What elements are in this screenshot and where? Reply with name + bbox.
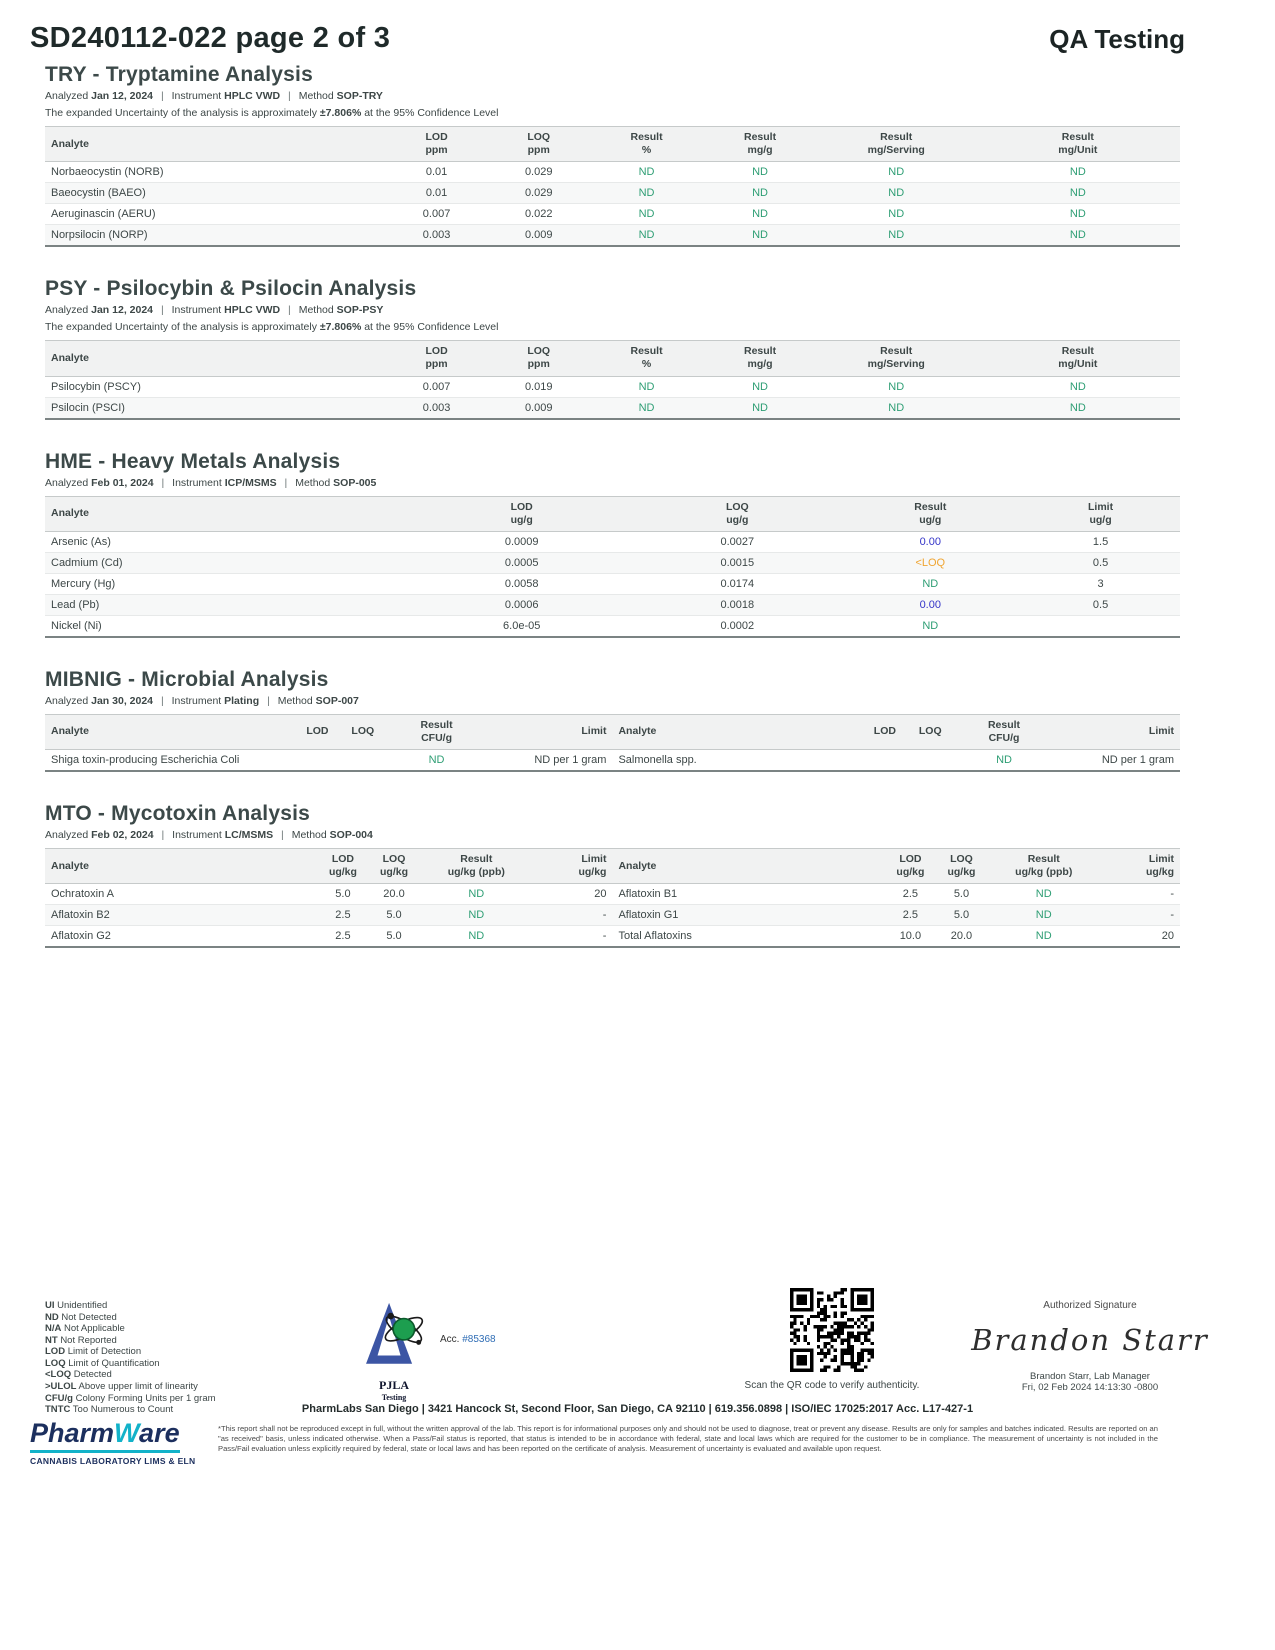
col-lod: LOD ug/kg (317, 849, 368, 884)
lod-cell (295, 750, 340, 772)
section-title: HME - Heavy Metals Analysis (45, 449, 341, 473)
divider: | (281, 829, 284, 841)
uncertainty-suffix: at the 95% Confidence Level (364, 321, 499, 334)
analyte-cell: Nickel (Ni) (51, 619, 102, 632)
loq-cell (340, 750, 385, 772)
analyzed-label: Analyzed (45, 304, 89, 317)
col-analyte: Analyte (45, 496, 408, 531)
legend-item: >ULOL Above upper limit of linearity (45, 1381, 198, 1393)
loq-cell: 5.0 (386, 909, 402, 922)
analyte-cell: Aflatoxin B1 (618, 888, 678, 901)
table-row (45, 884, 1180, 905)
limit-cell: 0.5 (1092, 556, 1109, 569)
result-cell: <LOQ (915, 556, 946, 569)
legend-item: N/A Not Applicable (45, 1323, 125, 1335)
result-cell: ND (468, 930, 485, 943)
section-title: TRY - Tryptamine Analysis (45, 63, 313, 86)
result-cell: ND (468, 888, 485, 901)
table-row (45, 204, 1180, 225)
section-meta (45, 829, 1180, 841)
analyzed-label: Analyzed (45, 694, 89, 707)
divider: | (267, 694, 270, 707)
col-loq: LOQ ug/kg (368, 849, 419, 884)
table-header-row (45, 849, 1180, 884)
col-result-pct: Result % (590, 341, 704, 376)
analyte-cell: Aflatoxin B2 (51, 909, 110, 922)
signature-date: Fri, 02 Feb 2024 14:13:30 -0800 (1021, 1382, 1159, 1393)
col-limit: Limit ug/g (1021, 496, 1180, 531)
analyzed-date: Jan 12, 2024 (91, 304, 154, 317)
loq-cell: 0.0027 (720, 535, 755, 548)
table-row (45, 594, 1180, 615)
analyte-cell: Norpsilocin (NORP) (51, 229, 148, 242)
analyzed-date: Feb 01, 2024 (91, 476, 154, 489)
limit-cell: - (1170, 909, 1174, 922)
pjla-org-name: PJLA (379, 1378, 409, 1392)
loq-cell: 0.029 (524, 166, 553, 179)
col-result: Result CFU/g (385, 714, 487, 749)
lab-address: PharmLabs San Diego | 3421 Hancock St, Second Floor, San Diego, CA 92110 | 619.356.0898 | ISO/IEC 17025:2017 Acc. L17-427-1 (301, 1403, 974, 1415)
analyte-cell: Aeruginascin (AERU) (51, 208, 156, 221)
result-cell: ND (1069, 229, 1086, 242)
table-header-row (45, 714, 1180, 749)
heavy-metals-table (45, 496, 1180, 638)
col-analyte: Analyte (45, 849, 317, 884)
method-value: SOP-007 (315, 694, 359, 707)
col-analyte: Analyte (45, 127, 386, 162)
loq-cell: 0.009 (524, 401, 553, 414)
instrument-label: Instrument (172, 476, 222, 489)
col-result: Result ug/kg (ppb) (987, 849, 1101, 884)
lod-cell: 0.0006 (504, 598, 539, 611)
limit-cell: 0.5 (1092, 598, 1109, 611)
col-limit: Limit (488, 714, 613, 749)
col-lod: LOD ug/kg (885, 849, 936, 884)
legend-item: TNTC Too Numerous to Count (45, 1404, 174, 1416)
result-cell: ND (752, 166, 768, 179)
lod-cell (862, 750, 907, 772)
uncertainty-note (45, 107, 1180, 119)
instrument-label: Instrument (172, 829, 222, 841)
accreditation-number: Acc. #85368 (440, 1333, 496, 1345)
col-result-pct: Result % (590, 127, 704, 162)
analyte-cell: Baeocystin (BAEO) (51, 187, 146, 200)
lod-cell: 2.5 (335, 909, 351, 922)
analyte-cell: Norbaeocystin (NORB) (51, 166, 164, 179)
section-meta (45, 90, 1180, 102)
divider: | (288, 90, 291, 102)
result-cell: 0.00 (919, 598, 941, 611)
uncertainty-value: ±7.806% (319, 107, 362, 119)
lod-cell: 10.0 (899, 930, 922, 943)
table-row (45, 552, 1180, 573)
legend-item: <LOQ Detected (45, 1369, 112, 1381)
pjla-accreditation (352, 1298, 496, 1402)
section-tryptamine (45, 63, 1180, 247)
instrument-label: Instrument (171, 694, 222, 707)
qa-testing-label: QA Testing (1049, 24, 1185, 54)
result-cell: ND (638, 401, 655, 414)
table-header-row (45, 341, 1180, 376)
limit-cell: ND per 1 gram (1101, 754, 1174, 766)
col-loq: LOQ ppm (488, 341, 590, 376)
instrument-value: HPLC VWD (224, 304, 281, 317)
analyte-cell: Ochratoxin A (51, 888, 114, 901)
legend-item: LOD Limit of Detection (45, 1346, 142, 1358)
table-row (45, 573, 1180, 594)
legend-item: NT Not Reported (45, 1334, 117, 1346)
method-value: SOP-004 (329, 829, 373, 841)
result-cell: ND (752, 380, 768, 393)
table-row (45, 531, 1180, 552)
result-cell: 0.00 (919, 535, 941, 548)
result-cell: ND (888, 166, 905, 179)
limit-cell: ND per 1 gram (534, 754, 607, 766)
limit-cell: 20 (1161, 930, 1174, 943)
analyte-cell: Shiga toxin-producing Escherichia Coli (51, 754, 240, 766)
section-meta (45, 477, 1180, 489)
col-analyte: Analyte (45, 714, 295, 749)
divider: | (160, 694, 164, 707)
limit-cell: 20 (594, 888, 607, 901)
result-cell: ND (1035, 909, 1052, 922)
section-psilocybin (45, 277, 1180, 419)
legend-item: ND Not Detected (45, 1311, 117, 1323)
lod-cell: 0.01 (425, 187, 448, 200)
table-row (45, 926, 1180, 948)
signature-handwriting: Brandon Starr (971, 1323, 1209, 1357)
mycotoxin-table (45, 848, 1180, 948)
instrument-value: ICP/MSMS (224, 476, 277, 489)
instrument-label: Instrument (171, 90, 222, 102)
method-label: Method (277, 694, 313, 707)
col-loq: LOQ (908, 714, 953, 749)
section-meta (45, 304, 1180, 316)
divider: | (161, 829, 165, 841)
signature-block (960, 1300, 1220, 1393)
method-label: Method (298, 90, 334, 102)
microbial-table (45, 714, 1180, 772)
loq-cell: 0.0174 (720, 577, 755, 590)
table-row (45, 750, 1180, 772)
result-cell: ND (638, 208, 655, 221)
lod-cell: 5.0 (335, 888, 351, 901)
divider: | (161, 476, 165, 489)
qr-code (790, 1288, 874, 1372)
table-row (45, 905, 1180, 926)
limit-cell: 1.5 (1092, 535, 1109, 548)
tryptamine-table (45, 126, 1180, 247)
col-analyte: Analyte (612, 714, 862, 749)
table-row (45, 183, 1180, 204)
analyzed-label: Analyzed (45, 90, 89, 102)
analyte-cell: Aflatoxin G1 (618, 909, 679, 922)
psilocybin-table (45, 340, 1180, 419)
uncertainty-prefix: The expanded Uncertainty of the analysis is approximately (45, 321, 317, 334)
instrument-label: Instrument (171, 304, 222, 317)
col-lod: LOD ppm (386, 341, 488, 376)
divider: | (160, 304, 164, 317)
result-cell: ND (888, 208, 905, 221)
analyzed-label: Analyzed (45, 829, 89, 841)
result-cell: ND (922, 619, 939, 632)
loq-cell: 0.0002 (720, 619, 755, 632)
lod-cell: 0.0005 (504, 556, 539, 569)
col-result-mgg: Result mg/g (703, 341, 817, 376)
loq-cell: 0.0018 (720, 598, 755, 611)
analyzed-date: Jan 12, 2024 (91, 90, 154, 102)
instrument-value: Plating (224, 694, 260, 707)
col-lod: LOD ppm (386, 127, 488, 162)
loq-cell: 5.0 (953, 909, 970, 922)
analyte-cell: Total Aflatoxins (618, 930, 692, 943)
result-cell: ND (638, 166, 655, 179)
col-result: Result ug/g (839, 496, 1021, 531)
section-microbial (45, 668, 1180, 772)
lod-cell: 0.003 (422, 401, 451, 414)
analyte-cell: Aflatoxin G2 (51, 930, 111, 943)
col-loq: LOQ ug/g (635, 496, 839, 531)
lod-cell: 0.007 (422, 380, 451, 393)
legend-item: CFU/g Colony Forming Units per 1 gram (45, 1392, 216, 1404)
lod-cell: 2.5 (902, 909, 919, 922)
method-value: SOP-PSY (336, 304, 384, 317)
legend-item: LOQ Limit of Quantification (45, 1357, 160, 1369)
limit-cell: - (602, 909, 607, 922)
loq-cell: 0.019 (524, 380, 553, 393)
result-cell: ND (1069, 208, 1086, 221)
lod-cell: 2.5 (902, 888, 919, 901)
result-cell: ND (1069, 166, 1086, 179)
result-cell: ND (996, 754, 1012, 766)
result-cell: ND (888, 187, 905, 200)
result-cell: ND (888, 401, 905, 414)
col-result: Result CFU/g (953, 714, 1055, 749)
table-row (45, 376, 1180, 397)
analyzed-label: Analyzed (45, 476, 89, 489)
loq-cell: 5.0 (386, 930, 402, 943)
loq-cell: 0.029 (524, 187, 553, 200)
legend-item: UI Unidentified (45, 1300, 108, 1311)
result-cell: ND (752, 401, 768, 414)
lod-cell: 6.0e-05 (503, 619, 541, 632)
lod-cell: 0.0009 (504, 535, 539, 548)
lod-cell: 0.01 (425, 166, 448, 179)
lod-cell: 0.007 (422, 208, 451, 221)
result-cell: ND (922, 577, 939, 590)
uncertainty-prefix: The expanded Uncertainty of the analysis is approximately (45, 107, 317, 119)
col-lod: LOD (295, 714, 340, 749)
lod-cell: 0.003 (422, 229, 451, 242)
result-cell: ND (428, 754, 445, 766)
result-cell: ND (1069, 187, 1086, 200)
signer-name: Brandon Starr, Lab Manager (1030, 1371, 1150, 1382)
divider: | (284, 476, 288, 489)
col-result-serving: Result mg/Serving (817, 127, 976, 162)
result-cell: ND (638, 229, 655, 242)
analyzed-date: Jan 30, 2024 (91, 694, 154, 707)
loq-cell: 5.0 (953, 888, 970, 901)
result-cell: ND (1035, 930, 1052, 943)
loq-cell: 20.0 (950, 930, 973, 943)
section-title: PSY - Psilocybin & Psilocin Analysis (45, 277, 417, 301)
col-analyte: Analyte (45, 341, 386, 376)
analyte-cell: Cadmium (Cd) (51, 556, 123, 569)
result-cell: ND (468, 909, 485, 922)
table-header-row (45, 127, 1180, 162)
analyte-cell: Mercury (Hg) (51, 577, 116, 590)
table-row (45, 162, 1180, 183)
col-loq: LOQ ppm (488, 127, 590, 162)
result-cell: ND (638, 380, 655, 393)
analyte-cell: Lead (Pb) (51, 598, 100, 611)
method-label: Method (291, 829, 327, 841)
col-loq: LOQ ug/kg (936, 849, 987, 884)
pjla-logo-icon (352, 1298, 436, 1402)
analyte-cell: Salmonella spp. (618, 754, 697, 766)
section-title: MIBNIG - Microbial Analysis (45, 667, 329, 691)
section-mycotoxin (45, 802, 1180, 948)
col-lod: LOD (862, 714, 907, 749)
signature-heading: Authorized Signature (1043, 1300, 1137, 1311)
pharmware-wordmark: PharmWare (30, 1418, 180, 1448)
brand-underline (30, 1450, 180, 1453)
divider: | (160, 90, 164, 102)
section-title: MTO - Mycotoxin Analysis (45, 802, 311, 825)
col-result-mgg: Result mg/g (703, 127, 817, 162)
result-cell: ND (888, 229, 905, 242)
method-label: Method (298, 304, 334, 317)
limit-cell: 3 (1097, 577, 1104, 590)
result-cell: ND (752, 208, 768, 221)
analyte-cell: Psilocybin (PSCY) (51, 380, 141, 393)
result-cell: ND (1069, 401, 1086, 414)
table-header-row (45, 496, 1180, 531)
col-result-unit: Result mg/Unit (976, 341, 1180, 376)
uncertainty-note (45, 321, 1180, 333)
section-heavy-metals (45, 450, 1180, 638)
col-result-serving: Result mg/Serving (817, 341, 976, 376)
analyte-cell: Arsenic (As) (51, 535, 111, 548)
col-limit: Limit (1055, 714, 1180, 749)
page-title: SD240112-022 page 2 of 3 (30, 22, 391, 54)
disclaimer-text: *This report shall not be reproduced except in full, without the written approval of the lab. This report is for informational purposes only and should not be used to diagnose, treat or prevent any disease. Results are only for samples and batches indicated. Results are reported on an "as received" basis, unless indicated otherwise. When a Pass/Fail status is reported, that status is intended to be in accordance with federal, state and local laws which are required for the customer to be in compliance. The measurement of uncertainty is not included in the Pass/Fail evaluation unless explicitly required by federal, state or local laws and has been reported on the certificate of analysis. Measurement of uncertainty is evaluated and available upon request. (218, 1424, 1158, 1453)
qr-caption: Scan the QR code to verify authenticity. (744, 1380, 920, 1391)
pharmware-logo (30, 1418, 210, 1466)
divider: | (288, 304, 291, 317)
result-cell: ND (888, 380, 905, 393)
page-header (0, 0, 1275, 55)
instrument-value: LC/MSMS (224, 829, 274, 841)
qr-section (742, 1288, 922, 1391)
loq-cell: 0.0015 (720, 556, 755, 569)
col-limit: Limit ug/kg (533, 849, 612, 884)
limit-cell: - (602, 930, 607, 943)
result-cell: ND (638, 187, 655, 200)
result-cell: ND (1069, 380, 1086, 393)
limit-cell: - (1170, 888, 1174, 901)
table-row (45, 397, 1180, 419)
method-label: Method (295, 476, 331, 489)
col-result-unit: Result mg/Unit (976, 127, 1180, 162)
uncertainty-value: ±7.806% (319, 321, 362, 334)
col-analyte: Analyte (612, 849, 884, 884)
section-meta (45, 695, 1180, 707)
table-row (45, 225, 1180, 247)
col-result: Result ug/kg (ppb) (420, 849, 534, 884)
limit-cell (1021, 615, 1180, 637)
lod-cell: 2.5 (335, 930, 351, 943)
pharmware-tagline: CANNABIS LABORATORY LIMS & ELN (30, 1456, 196, 1466)
lod-cell: 0.0058 (504, 577, 539, 590)
result-cell: ND (1035, 888, 1052, 901)
uncertainty-suffix: at the 95% Confidence Level (364, 107, 499, 119)
table-row (45, 615, 1180, 637)
result-cell: ND (752, 187, 768, 200)
legend (45, 1300, 216, 1416)
pjla-org-sub: Testing (381, 1393, 407, 1402)
col-limit: Limit ug/kg (1101, 849, 1181, 884)
method-value: SOP-TRY (336, 90, 383, 102)
method-value: SOP-005 (333, 476, 377, 489)
result-cell: ND (752, 229, 768, 242)
col-loq: LOQ (340, 714, 385, 749)
analyte-cell: Psilocin (PSCI) (51, 401, 125, 414)
loq-cell: 0.009 (524, 229, 553, 242)
loq-cell (908, 750, 953, 772)
analyzed-date: Feb 02, 2024 (91, 829, 154, 841)
col-lod: LOD ug/g (408, 496, 635, 531)
loq-cell: 20.0 (383, 888, 405, 901)
instrument-value: HPLC VWD (224, 90, 281, 102)
loq-cell: 0.022 (524, 208, 553, 221)
